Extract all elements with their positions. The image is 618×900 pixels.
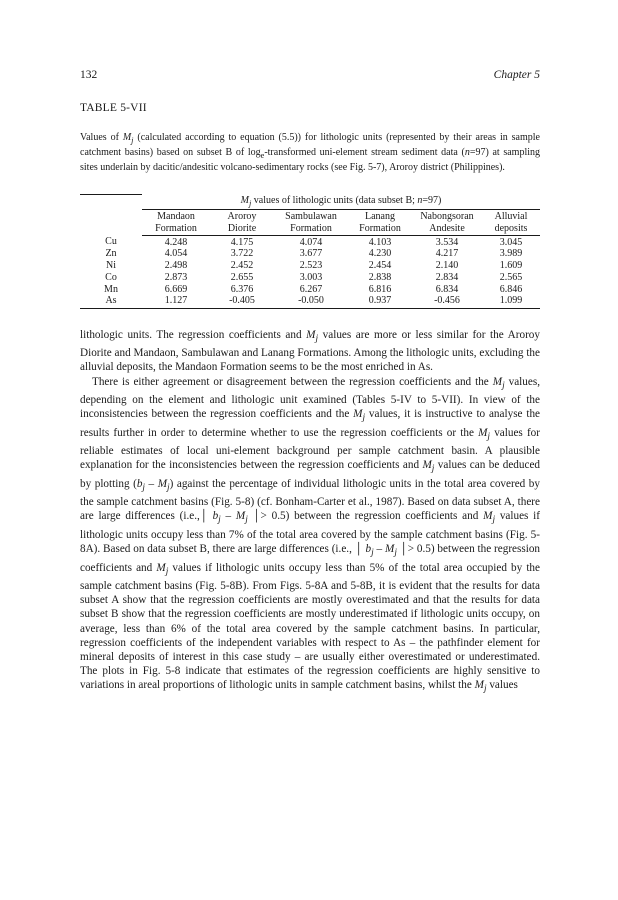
table-row xyxy=(80,283,540,295)
table-row xyxy=(80,271,540,283)
table-label: TABLE 5-VII xyxy=(80,102,147,114)
table-row xyxy=(80,295,540,308)
table-cell: 0.937 xyxy=(348,295,412,308)
table-cell: 3.045 xyxy=(499,236,523,248)
table-cell: 3.677 xyxy=(299,248,323,260)
table-cell: 2.452 xyxy=(230,260,254,272)
table-cell: 6.846 xyxy=(499,283,523,295)
table-cell: 2.454 xyxy=(368,260,392,272)
table-cell: 1.099 xyxy=(482,295,540,308)
table-cell: 6.834 xyxy=(435,283,459,295)
table-cell: 4.054 xyxy=(164,248,188,260)
table-caption: Values of $M_j$ (calculated according to equation (5.5)) for lithologic units (represented by their areas in sample catchment basins) based on subset B of $\log_e$-transformed uni-element stream sediment data (n=97) at sampling sites underlain by dacitic/andesitic volcano-sedimentary rocks (see Fig. 5-7), Aroroy district (Philippines). xyxy=(80,132,540,174)
column-header-row-1 xyxy=(80,210,540,223)
table-cell: 1.609 xyxy=(499,260,523,272)
column-subheader-aroroy: Diorite xyxy=(210,223,274,236)
body-text xyxy=(80,328,540,697)
table-cell: 3.989 xyxy=(499,248,523,260)
table-cell: 3.003 xyxy=(299,271,323,283)
table-cell: 1.127 xyxy=(142,295,210,308)
table-cell: 2.838 xyxy=(368,271,392,283)
paragraph: lithologic units. The regression coefficients and $M_j$ values are more or less similar for the Aroroy Diorite and Mandaon, Sambulawan and Lanang Formations. Among the lithologic units, excluding the alluvial deposits, the Mandaon Formation seems to be the most enriched in As. xyxy=(80,328,540,374)
column-subheader-mandaon: Formation xyxy=(142,223,210,236)
table-cell: 4.074 xyxy=(299,236,323,248)
table-cell: 2.834 xyxy=(435,271,459,283)
table-cell: 4.230 xyxy=(368,248,392,260)
column-subheader-nabongsoran: Andesite xyxy=(412,223,482,236)
table-cell: 6.376 xyxy=(230,283,254,295)
column-header-sambulawan: Sambulawan xyxy=(285,211,337,223)
row-label: As xyxy=(80,295,142,308)
table-cell: 6.267 xyxy=(299,283,323,295)
row-label: Co xyxy=(105,271,117,283)
column-header-row-2 xyxy=(80,223,540,236)
table-cell: -0.456 xyxy=(412,295,482,308)
paragraph: There is either agreement or disagreement between the regression coefficients and the $M_j$ values, depending on the element and lithologic unit examined (Tables 5-IV to 5-VII). In view of the inconsistencies between the regression coefficients and the $M_j$ values, it is instructive to analyse the results further in order to determine whether to use the regression coefficients or the $M_j$ values for reliable estimates of local uni-element background per sample catchment basin. A plausible explanation for the inconsistencies between the regression coefficients and $M_j$ values can be deduced by plotting $(b_j - M_j)$ against the percentage of individual lithologic units in the total area covered by the sample catchment basins (Fig. 5-8) (cf. Bonham-Carter et al., 1987). Based on data subset A, there are large differences (i.e.,│ $b_j - M_j$ │> 0.5) between the regression coefficients and $M_j$ values if lithologic units occupy less than 7% of the total area covered by the sample catchment basins (Fig. 5-8A). Based on data subset B, there are large differences (i.e., │ $b_j - M_j$ │> 0.5) between the regression coefficients and $M_j$ values if lithologic units occupy less than 5% of the total area occupied by the sample catchment basins (Fig. 5-8B). From Figs. 5-8A and 5-8B, it is evident that the results for data subset A show that the regression coefficients are mostly overestimated and that the results for data subset B show that the regression coefficients are mostly underestimated if lithologic units occupy, on average, less than 6% of the total area covered by the sample catchment basins. In particular, regression coefficients of the independent variables with respect to As – the pathfinder element for mineral deposits of interest in this case study – are usually either overestimated or underestimated. The plots in Fig. 5-8 indicate that estimates of the regression coefficients are highly sensitive to variations in areal proportions of lithologic units in sample catchment basins, whilst the $M_j$ values xyxy=(80,375,541,695)
table-cell: 3.534 xyxy=(435,236,459,248)
chapter-title: Chapter 5 xyxy=(493,69,540,81)
table-cell: 4.103 xyxy=(368,236,392,248)
table-row xyxy=(80,260,540,272)
column-header-aroroy: Aroroy xyxy=(227,211,257,223)
row-label: Ni xyxy=(106,260,116,272)
table-cell: 2.565 xyxy=(499,271,523,283)
column-header-mandaon: Mandaon xyxy=(157,211,195,223)
table-cell: -0.405 xyxy=(210,295,274,308)
column-subheader-lanang: Formation xyxy=(348,223,412,236)
book-page xyxy=(80,68,540,697)
table-cell: 4.248 xyxy=(164,236,188,248)
column-header-lanang: Lanang xyxy=(365,211,395,223)
table-cell: 6.669 xyxy=(164,283,188,295)
table-cell: 4.217 xyxy=(435,248,459,260)
table-cell: -0.050 xyxy=(274,295,348,308)
table-cell: 6.816 xyxy=(368,283,392,295)
row-label: Zn xyxy=(105,248,117,260)
column-subheader-alluvial: deposits xyxy=(482,223,540,236)
table-cell: 3.722 xyxy=(230,248,254,260)
page-number: 132 xyxy=(80,69,98,81)
column-subheader-sambulawan: Formation xyxy=(274,223,348,236)
table-span-header: $M_j$ values of lithologic units (data subset B; n=97) xyxy=(142,194,540,210)
table-cell: 2.873 xyxy=(164,271,188,283)
table-row xyxy=(80,236,540,248)
table-top-rule xyxy=(80,194,540,210)
row-label: Mn xyxy=(104,283,118,295)
table-cell: 2.498 xyxy=(164,260,188,272)
running-head xyxy=(80,68,540,82)
table-cell: 4.175 xyxy=(230,236,254,248)
table-cell: 2.140 xyxy=(435,260,459,272)
table-cell: 2.655 xyxy=(230,271,254,283)
mj-values-table xyxy=(80,194,540,309)
column-header-nabongsoran: Nabongsoran xyxy=(420,211,474,223)
table-cell: 2.523 xyxy=(299,260,323,272)
table-row xyxy=(80,248,540,260)
row-label: Cu xyxy=(105,236,117,248)
column-header-alluvial: Alluvial xyxy=(494,211,528,223)
